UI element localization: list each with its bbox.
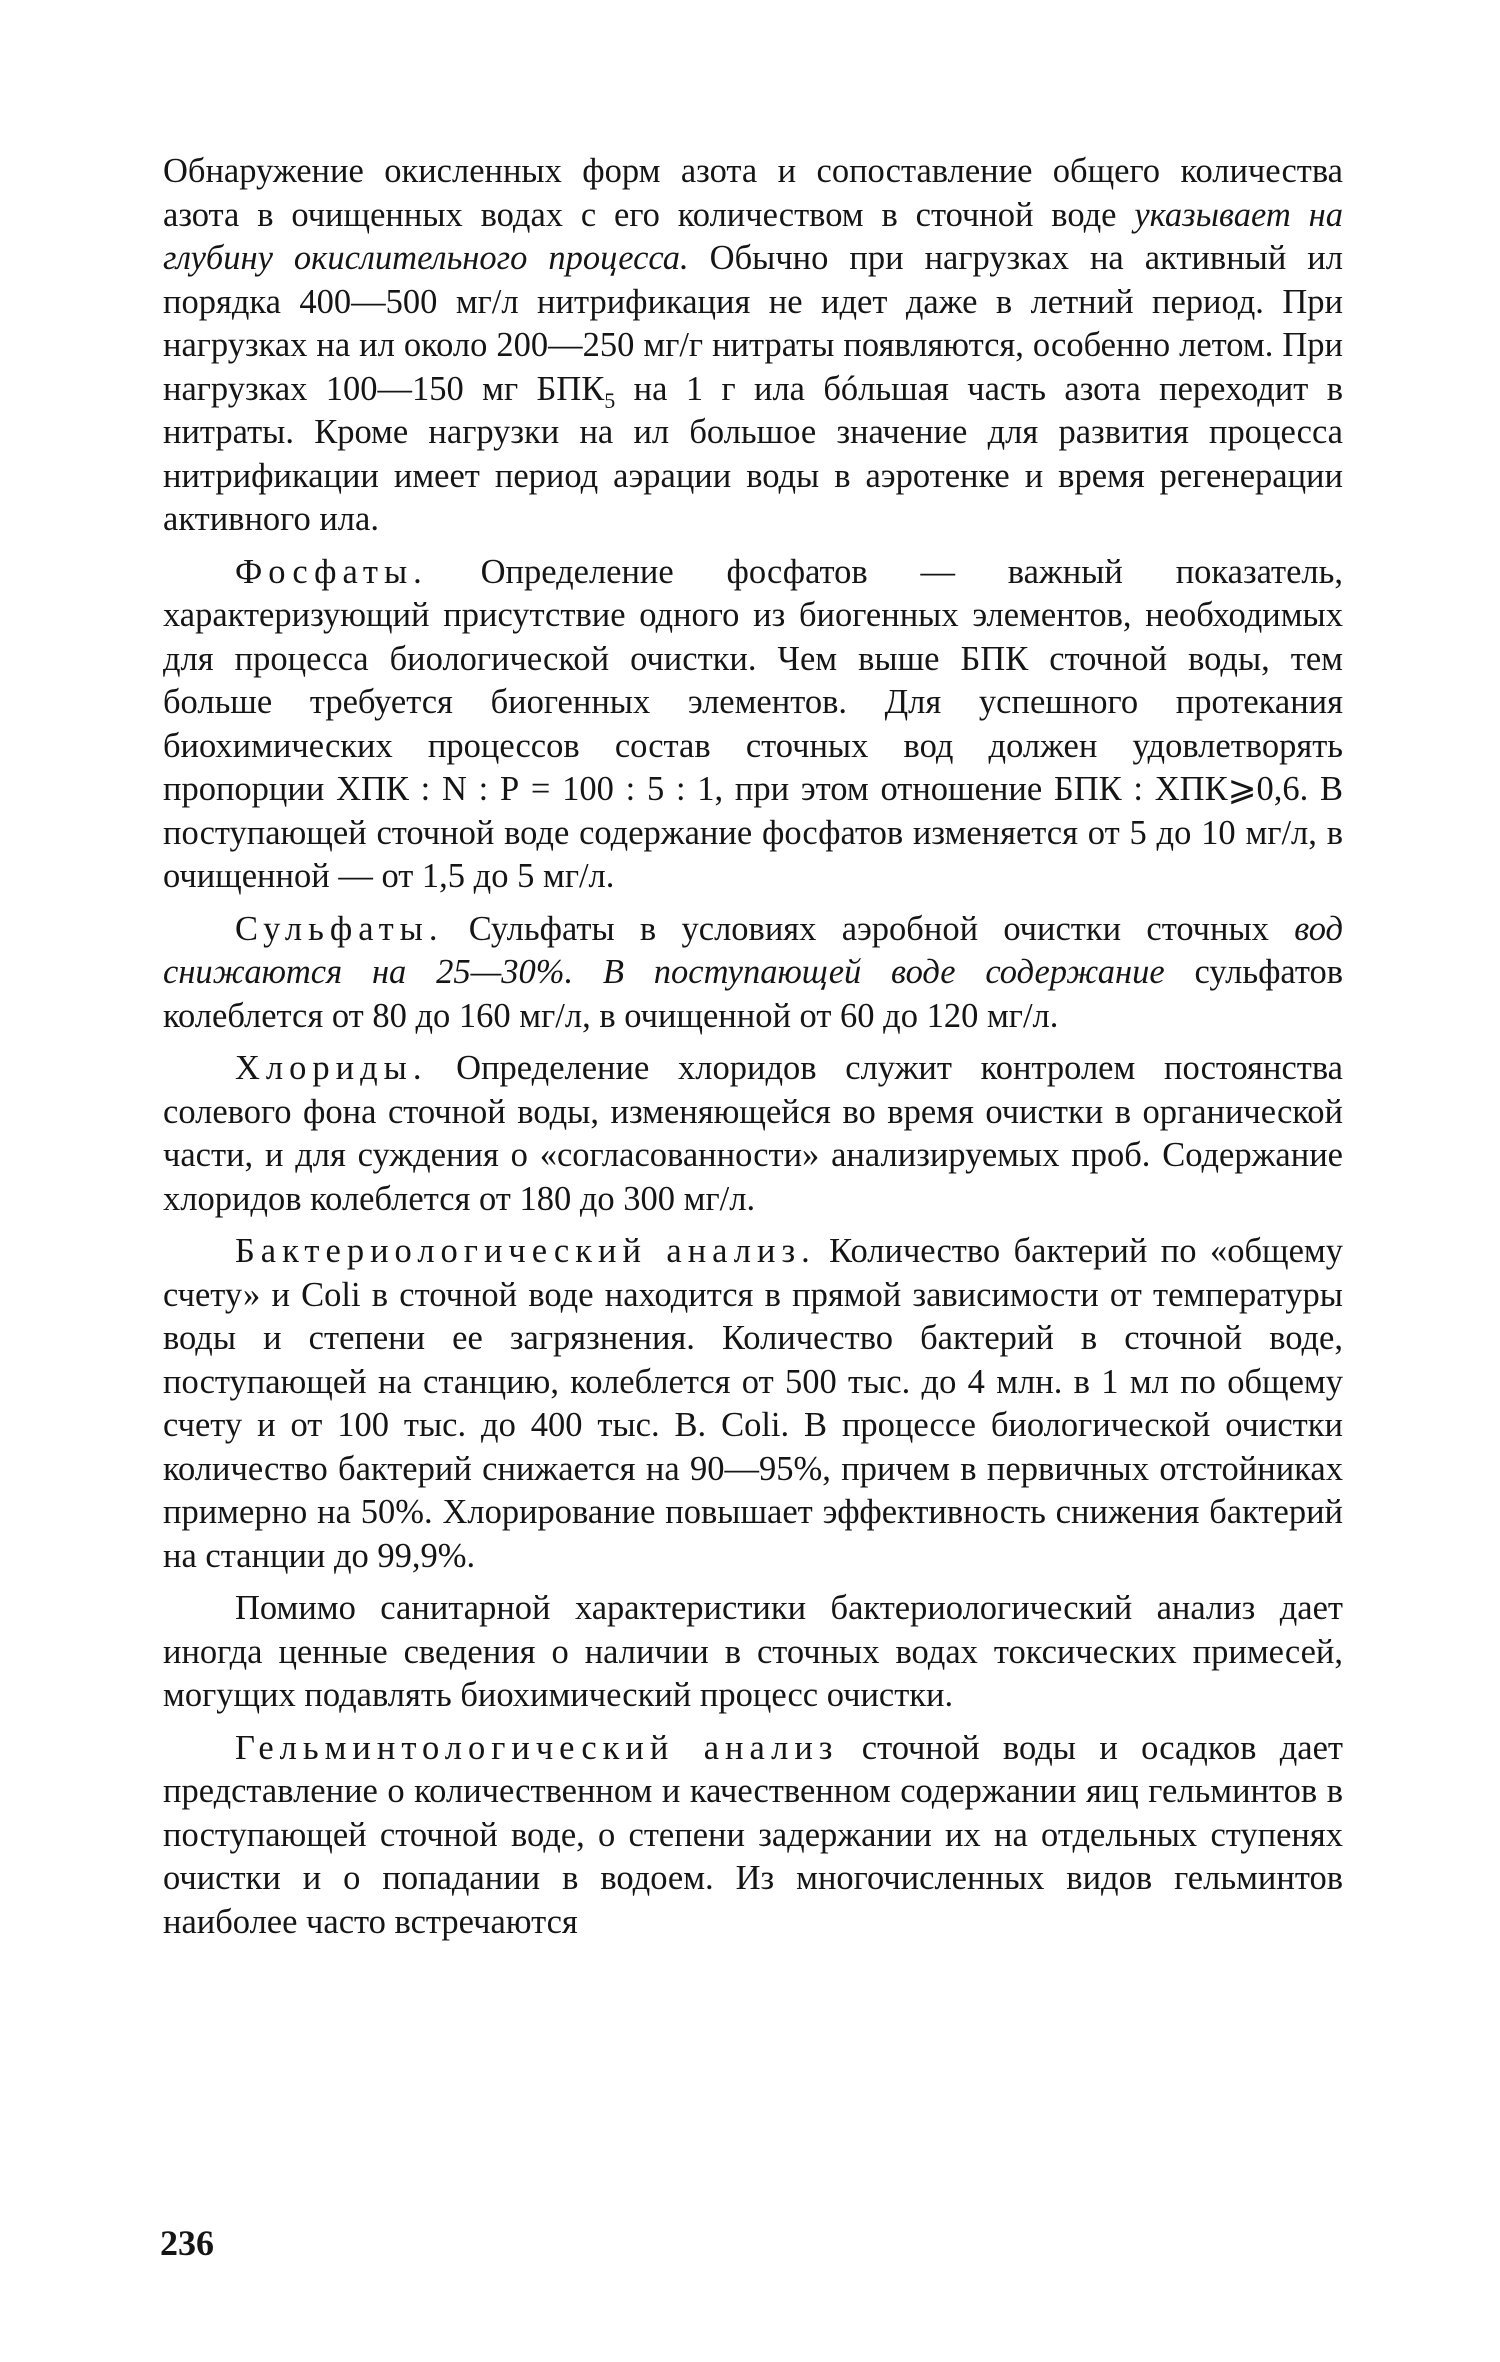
- section-heading: Бактериологический анализ.: [235, 1232, 816, 1270]
- paragraph-text: Обнаружение окисленных форм азота и сопоставление общего количества азота в очищенных водах с его количеством в сточной воде: [163, 152, 1343, 234]
- paragraph-bacteriological: [163, 1230, 1343, 1578]
- paragraph-text: Обычно при нагрузках на активный ил порядка 400—500 мг/л нитрификация не идет даже в летний период. При нагрузках на ил около 200—250 мг/г нитраты появляются, особенно летом. При нагрузках 100—150 мг БПК: [163, 239, 1343, 408]
- paragraph-chlorides: [163, 1047, 1343, 1221]
- paragraph-helminthological: [163, 1727, 1343, 1945]
- paragraph-phosphates: [163, 551, 1343, 899]
- paragraph-text: сульфатов колеблется от 80 до 160 мг/л, в очищенной от 60 до 120 мг/л.: [163, 953, 1344, 1035]
- paragraph-text: сточной воды и осадков дает представление о количественном и качественном содержании яиц гельминтов в поступающей сточной воде, о степени задержании их на отдельных ступенях очистки и о попадании в водоем. Из многочисленных видов гельминтов наиболее часто встречаются: [163, 1728, 1343, 1941]
- paragraph-nitrogen: [163, 150, 1343, 542]
- section-heading: Фосфаты.: [235, 552, 428, 591]
- paragraph-sulfates: [163, 908, 1343, 1039]
- page-number: 236: [160, 2223, 214, 2263]
- subscript: 5: [604, 387, 616, 413]
- paragraph-text: Определение хлоридов служит контролем постоянства солевого фона сточной воды, изменяющейся во время очистки в органической части, и для суждения о «согласованности» анализируемых проб. Содержание хлоридов колеблется от 180 до 300 мг/л.: [163, 1049, 1343, 1218]
- paragraph-text: Определение фосфатов — важный показатель, характеризующий присутствие одного из биогенных элементов, необходимых для процесса биологической очистки. Чем выше БПК сточной воды, тем больше требуется биогенных элементов. Для успешного протекания биохимических процессов состав сточных вод должен удовлетворять пропорции ХПК : N : Р = 100 : 5 : 1, при этом отношение БПК : ХПК⩾0,6. В поступающей сточной воде содержание фосфатов изменяется от 5 до 10 мг/л, в очищенной — от 1,5 до 5 мг/л.: [163, 552, 1343, 895]
- paragraph-text: на 1 г ила бóльшая часть азота переходит в нитраты. Кроме нагрузки на ил большое значение для развития процесса нитрификации имеет период аэрации воды в аэротенке и время регенерации активного ила.: [163, 369, 1343, 538]
- paragraph-text: Сульфаты в условиях аэробной очистки сточных: [443, 909, 1295, 948]
- paragraph-italic: вод снижаются на 25—30%. В поступающей воде содержание: [163, 909, 1343, 991]
- section-heading: Хлориды.: [235, 1049, 428, 1087]
- section-heading: Гельминтологический анализ: [235, 1728, 839, 1767]
- paragraph-text: Помимо санитарной характеристики бактериологический анализ дает иногда ценные сведения о наличии в сточных водах токсических примесей, могущих подавлять биохимический процесс очистки.: [163, 1589, 1343, 1714]
- paragraph-sanitary: [163, 1587, 1343, 1718]
- page-body: [163, 150, 1343, 1953]
- paragraph-text: Количество бактерий по «общему счету» и Coli в сточной воде находится в прямой зависимости от температуры воды и степени ее загрязнения. Количество бактерий в сточной воде, поступающей на станцию, колеблется от 500 тыс. до 4 млн. в 1 мл по общему счету и от 100 тыс. до 400 тыс. B. Coli. В процессе биологической очистки количество бактерий снижается на 90—95%, причем в первичных отстойниках примерно на 50%. Хлорирование повышает эффективность снижения бактерий на станции до 99,9%.: [163, 1232, 1343, 1575]
- section-heading: Сульфаты.: [235, 909, 444, 948]
- paragraph-italic: указывает на глубину окислительного процесса.: [163, 195, 1343, 277]
